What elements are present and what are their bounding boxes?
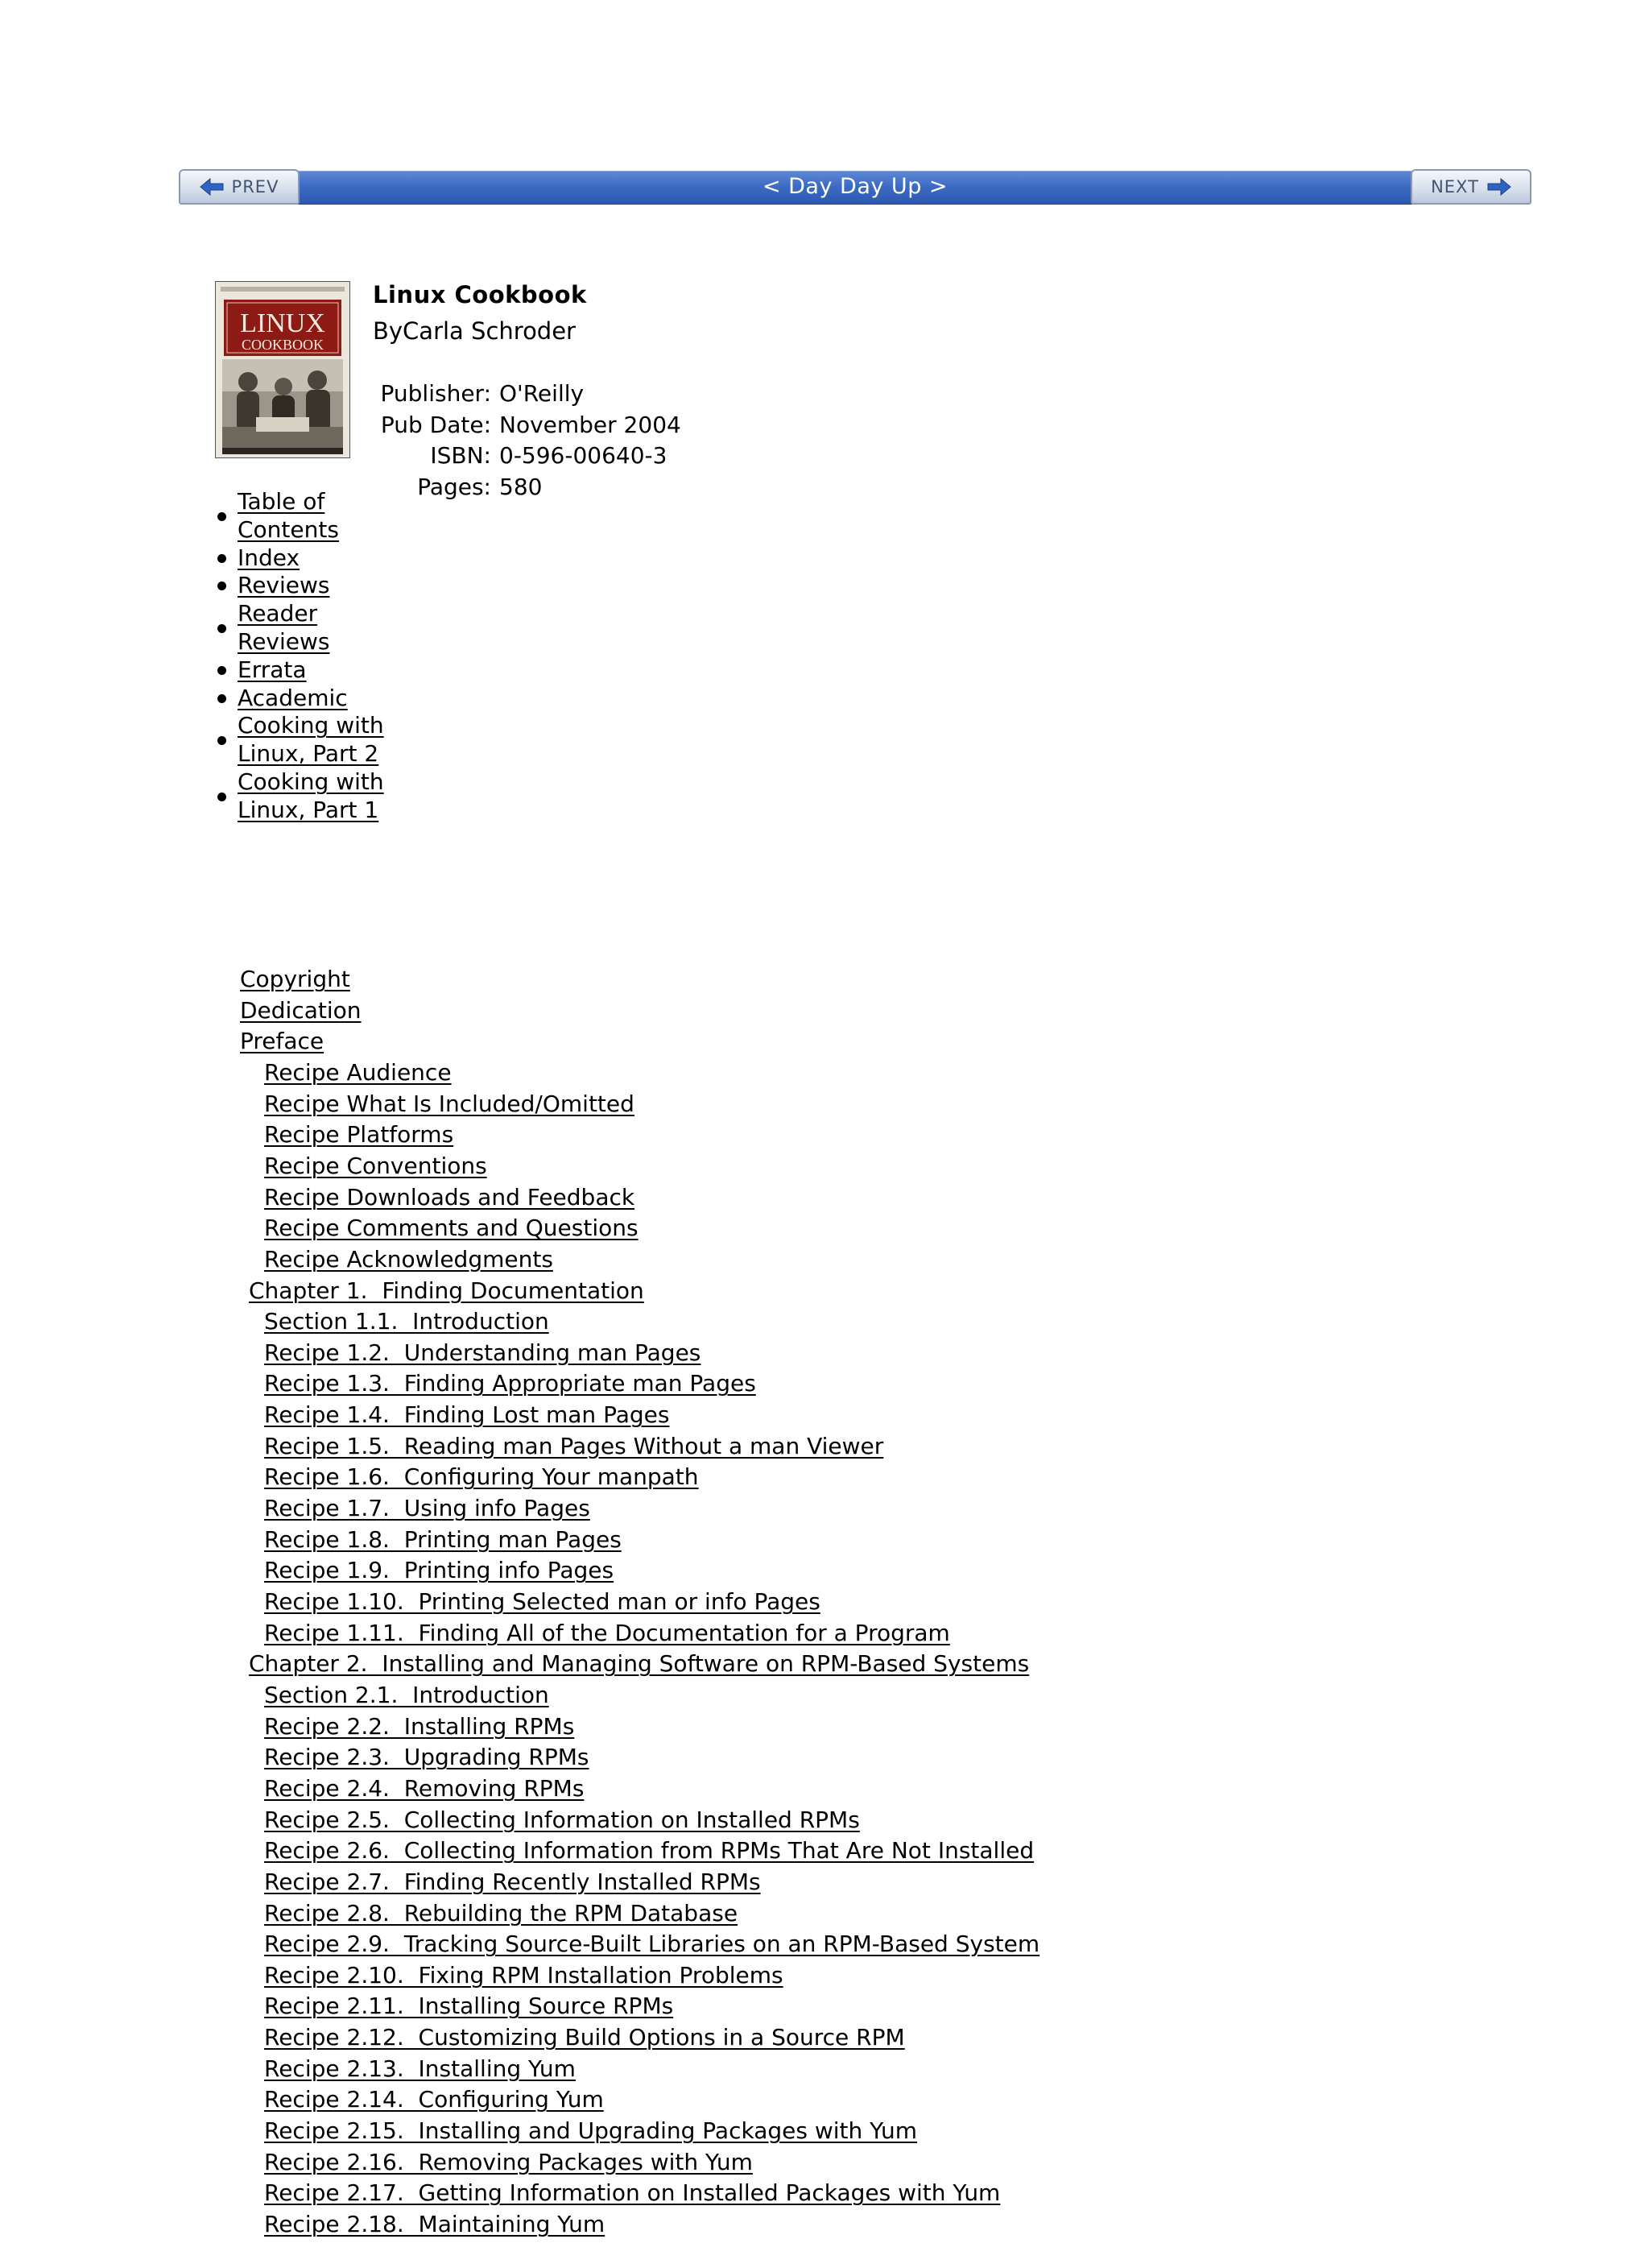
toc-entry: [264, 1929, 1039, 1960]
side-link-item: [216, 544, 391, 573]
side-link-item: [216, 600, 391, 656]
toc-entry: [264, 1338, 701, 1368]
toc-link[interactable]: Recipe 2.10. Fixing RPM Installation Problems: [264, 1961, 783, 1989]
toc-link[interactable]: Copyright: [240, 966, 350, 992]
toc-entry: [264, 1400, 669, 1430]
toc-link[interactable]: Recipe Platforms: [264, 1121, 454, 1148]
side-link-item: [216, 656, 391, 685]
toc-entry: [264, 2116, 917, 2146]
toc-entry: [249, 1276, 644, 1306]
link-academic[interactable]: Academic: [238, 684, 348, 711]
book-cover: [215, 281, 350, 458]
cover-title-line1: LINUX: [240, 308, 325, 338]
toc-link[interactable]: Dedication: [240, 996, 362, 1024]
next-button[interactable]: [1411, 169, 1531, 205]
toc-entry: [264, 1089, 634, 1120]
toc-link[interactable]: Section 2.1. Introduction: [264, 1681, 549, 1708]
meta-isbn: [373, 441, 681, 472]
toc-entry: [264, 1960, 783, 1991]
toc-link[interactable]: Recipe 2.14. Configuring Yum: [264, 2086, 604, 2113]
meta-pubdate-key: Pub Date:: [380, 411, 491, 438]
toc-link[interactable]: Recipe 2.8. Rebuilding the RPM Database: [264, 1899, 738, 1927]
toc-entry: [264, 1680, 549, 1711]
link-cooking-part-1[interactable]: Cooking with Linux, Part 1: [238, 768, 384, 823]
meta-pages-value: 580: [499, 474, 543, 501]
link-errata[interactable]: Errata: [238, 656, 307, 683]
side-link-item: [216, 768, 391, 825]
meta-publisher-key: Publisher:: [380, 380, 491, 407]
toc-link[interactable]: Recipe 1.7. Using info Pages: [264, 1495, 590, 1522]
toc-link[interactable]: Recipe Audience: [264, 1058, 452, 1086]
toc-entry: [249, 1649, 1029, 1679]
link-reviews[interactable]: Reviews: [238, 572, 330, 599]
toc-link[interactable]: Recipe 2.17. Getting Information on Installed Packages with Yum: [264, 2179, 1001, 2207]
toc-entry: [264, 2022, 905, 2053]
toc-entry: [240, 1026, 324, 1057]
cover-title-line2: COOKBOOK: [241, 337, 324, 353]
toc-entry: [240, 964, 350, 995]
toc-entry: [264, 2147, 753, 2178]
side-link-item: [216, 572, 391, 600]
book-cover-art: [216, 282, 349, 457]
toc-link[interactable]: Recipe 2.13. Installing Yum: [264, 2055, 576, 2082]
book-title: Linux Cookbook: [373, 281, 587, 308]
toc-link[interactable]: Recipe 2.11. Installing Source RPMs: [264, 1993, 674, 2020]
toc-link[interactable]: Recipe What Is Included/Omitted: [264, 1090, 634, 1117]
toc-link[interactable]: Chapter 2. Installing and Managing Software on RPM-Based Systems: [249, 1650, 1030, 1678]
toc-link[interactable]: Recipe 2.2. Installing RPMs: [264, 1712, 575, 1740]
toc-link[interactable]: Recipe Downloads and Feedback: [264, 1183, 635, 1211]
arrow-left-icon: [200, 177, 224, 197]
toc-link[interactable]: Recipe 2.15. Installing and Upgrading Packages with Yum: [264, 2117, 918, 2145]
toc-entry: [264, 1306, 549, 1337]
toc-entry: [264, 1368, 756, 1399]
nav-title: < Day Day Up >: [762, 174, 948, 199]
toc-link[interactable]: Recipe 1.11. Finding All of the Documentation for a Program: [264, 1619, 950, 1646]
side-links: [216, 488, 391, 825]
meta-isbn-key: ISBN:: [430, 442, 491, 470]
next-label: NEXT: [1431, 177, 1479, 197]
toc-entry: [264, 1151, 487, 1182]
side-link-item: [216, 685, 391, 713]
toc-link[interactable]: Recipe 2.7. Finding Recently Installed RPMs: [264, 1868, 761, 1895]
toc-entry: [264, 1431, 883, 1462]
toc-entry: [264, 1244, 553, 1275]
toc-entry: [264, 1805, 860, 1836]
book-author: ByCarla Schroder: [373, 317, 576, 345]
link-reader-reviews[interactable]: Reader Reviews: [238, 600, 330, 655]
toc-link[interactable]: Recipe 2.16. Removing Packages with Yum: [264, 2148, 753, 2175]
toc-entry: [240, 995, 362, 1026]
toc-entry: [264, 1836, 1034, 1866]
prev-label: PREV: [231, 177, 279, 197]
toc-link[interactable]: Recipe 2.5. Collecting Information on Installed RPMs: [264, 1806, 860, 1833]
toc-link[interactable]: Recipe 1.6. Configuring Your manpath: [264, 1463, 699, 1491]
toc-entry: [264, 1057, 452, 1088]
toc-entry: [264, 2084, 604, 2115]
toc-entry: [264, 1525, 622, 1555]
toc-entry: [264, 1773, 584, 1804]
toc-entry: [264, 1711, 574, 1742]
side-link-item: [216, 488, 391, 544]
toc-entry: [264, 1555, 614, 1586]
toc-link[interactable]: Recipe 1.4. Finding Lost man Pages: [264, 1401, 670, 1429]
toc-link[interactable]: Recipe 2.4. Removing RPMs: [264, 1774, 585, 1802]
toc-entry: [264, 1742, 589, 1773]
arrow-right-icon: [1487, 177, 1511, 197]
toc-link[interactable]: Recipe 2.18. Maintaining Yum: [264, 2211, 605, 2237]
toc-entry: [264, 1462, 699, 1492]
link-index[interactable]: Index: [238, 544, 300, 571]
toc-entry: [264, 1991, 673, 2022]
side-link-item: [216, 712, 391, 768]
meta-pubdate-value: November 2004: [499, 411, 681, 438]
toc-link[interactable]: Recipe Acknowledgments: [264, 1245, 553, 1273]
toc-link[interactable]: Recipe 1.5. Reading man Pages Without a man Viewer: [264, 1432, 884, 1459]
toc-link[interactable]: Recipe 1.3. Finding Appropriate man Pages: [264, 1370, 756, 1397]
toc-link[interactable]: Section 1.1. Introduction: [264, 1308, 549, 1335]
toc-entry: [264, 1587, 820, 1617]
toc-link[interactable]: Recipe Conventions: [264, 1152, 487, 1179]
nav-bar: [179, 169, 1531, 206]
toc-link[interactable]: Recipe 2.3. Upgrading RPMs: [264, 1744, 589, 1771]
toc-link[interactable]: Recipe 2.12. Customizing Build Options in a Source RPM: [264, 2024, 905, 2051]
meta-pages-key: Pages:: [417, 474, 491, 501]
toc-link[interactable]: Recipe 2.6. Collecting Information from RPMs That Are Not Installed: [264, 1837, 1035, 1864]
meta-pages: [373, 472, 681, 503]
toc-entry: [264, 1493, 590, 1524]
meta-pubdate: [373, 410, 681, 441]
toc-entry: [264, 1618, 950, 1649]
link-cooking-part-2[interactable]: Cooking with Linux, Part 2: [238, 712, 384, 768]
toc-entry: [264, 1867, 761, 1898]
toc-entry: [264, 2178, 1000, 2208]
toc-entry: [264, 1898, 738, 1929]
meta-publisher-value: O'Reilly: [499, 380, 585, 407]
toc-link[interactable]: Chapter 1. Finding Documentation: [249, 1277, 644, 1304]
toc-link[interactable]: Recipe 1.2. Understanding man Pages: [264, 1339, 701, 1366]
toc-link[interactable]: Preface: [240, 1028, 324, 1055]
link-table-of-contents[interactable]: Table of Contents: [238, 488, 339, 543]
toc-entry: [264, 2209, 605, 2240]
toc-link[interactable]: Recipe 1.10. Printing Selected man or info Pages: [264, 1588, 820, 1615]
toc-link[interactable]: Recipe 2.9. Tracking Source-Built Libraries on an RPM-Based System: [264, 1931, 1040, 1958]
toc-entry: [264, 2054, 576, 2084]
book-metadata: [373, 379, 681, 503]
prev-button[interactable]: [179, 169, 300, 205]
toc-entry: [264, 1120, 453, 1150]
toc-link[interactable]: Recipe 1.8. Printing man Pages: [264, 1525, 622, 1553]
toc-entry: [264, 1182, 634, 1213]
toc-entry: [264, 1213, 639, 1244]
toc-link[interactable]: Recipe Comments and Questions: [264, 1215, 639, 1242]
meta-publisher: [373, 379, 681, 410]
toc-link[interactable]: Recipe 1.9. Printing info Pages: [264, 1557, 614, 1584]
meta-isbn-value: 0-596-00640-3: [499, 442, 667, 470]
